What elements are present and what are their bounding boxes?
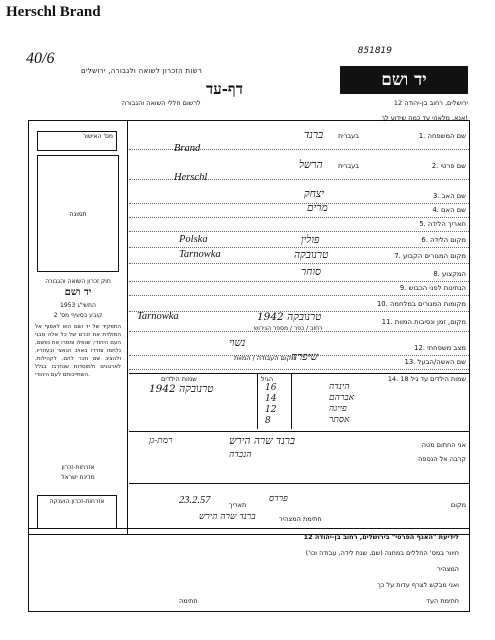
fill-note: אנא, מלאו/י עד כמה שידוע לך! (381, 114, 468, 122)
row-label: 11. מקום, זמן ונסיבות המוות (381, 318, 466, 326)
row-father (129, 191, 469, 204)
row-label: 10. מקומות המגורים במלחמה (376, 300, 466, 308)
row-nationality (129, 283, 469, 296)
row-label: 2. שם פרטי (431, 162, 466, 170)
profession: סוחר (301, 266, 322, 278)
id-box: מס' האישור (37, 131, 117, 151)
address: ירושלים, רחוב בן-יהודה 12 (393, 99, 468, 107)
left-year: התשי"ג 1953 (60, 302, 96, 309)
child-age-4: 8 (265, 416, 271, 426)
signature: ברנד שרה הירש (199, 512, 256, 522)
row-label: 3. שם האב (432, 192, 466, 200)
page-title: Herschl Brand (6, 4, 101, 20)
row-label: 12. מצב משפחתי (414, 344, 466, 352)
left-state-title: מדינת ישראל (61, 474, 95, 481)
form-subtitle: לרשום חללי השואה והגבורה (122, 99, 201, 107)
left-logo: יד ושם (64, 287, 92, 298)
left-civic-title: אזרחות-זכרון (61, 464, 95, 471)
left-column (29, 121, 128, 534)
archive-number-top-left: 40/6 (26, 50, 55, 67)
photo-box: תמונה (37, 155, 119, 272)
form-main-section (28, 120, 470, 535)
ages-header: הגיל (261, 375, 274, 383)
relation-label: קרבה אל הנספה (418, 455, 466, 463)
bottom-line-4: חתימת העד (426, 597, 459, 605)
declaration-divider (129, 431, 469, 432)
bottom-section (28, 528, 470, 612)
child-4: אסתר (329, 415, 350, 425)
row-hebrew-label: בעברית (338, 162, 359, 170)
signature-divider (129, 483, 469, 484)
left-body-text: התפקיד של יד ושם הוא לאסוף אל המולדת את זכרם של כל אלה מבני העם היהודי, שנפלו ומסרו את נפשם, נלחמו ומרדו באויב הנאצי ובעוזריו, ולהציב שם וזכר להם, לקהילות, לארגונים ולמוסדות שנחרבו בגלל השתייכותם לעם היהודי. (35, 324, 121, 378)
row-label: 1. שם המשפחה (418, 132, 466, 140)
child-age-1: 16 (265, 383, 277, 393)
residence-hebrew: טרנובקה (294, 249, 329, 261)
children-table-top (129, 373, 469, 374)
institution-name: רשות הזכרון לשואה ולגבורה, ירושלים (81, 67, 203, 75)
bottom-line-5: חתימה (179, 597, 198, 605)
place: פרדס (269, 494, 288, 504)
row-hebrew-label: בעברית (338, 132, 359, 140)
row-birthdate (129, 219, 469, 232)
bottom-line-1: חיוור במס' החללים במחנה (שם, שנת לידה, עבודה וכו') (305, 549, 459, 557)
form-name: דף-עד (206, 80, 243, 98)
child-1: הינדה (329, 382, 350, 392)
children-col-divider (257, 373, 258, 429)
sheet-note: מקום העבודה / המוות (234, 354, 296, 362)
marital-status: נשוי (229, 337, 246, 349)
row-label: 7. מקום המגורים הקבוע (394, 252, 466, 260)
date-label: תאריך (229, 501, 247, 509)
surname-hebrew: ברנד (304, 129, 324, 141)
row-label: 8. המקצוע (433, 270, 466, 278)
place-label: מקום (450, 501, 466, 509)
bottom-title: לידיעת "האגף הפרטי" בירושלים, רחוב בן-יהודה 12 (303, 533, 459, 541)
child-3: פייגה (329, 404, 347, 414)
citizenship-box: אזרחות-זכרון הוענקה (37, 495, 117, 529)
children-header: שמות הילדים (161, 375, 197, 383)
row-label: 9. הנתינות לפני הכבוש (399, 284, 466, 292)
surname-latin: Brand (174, 143, 201, 154)
declarant-name: ברנד שרה הירש (229, 435, 295, 447)
row-label: 5. תאריך הלידה (419, 220, 466, 228)
father-name: יצחק (304, 188, 325, 200)
child-1-name: טרנובקה 1942 (149, 383, 214, 395)
war-small-label: רחוב / כפר / מספר הגירוש (254, 325, 323, 332)
yad-vashem-logo: יד ושם (340, 66, 468, 94)
residence-latin: Tarnowka (179, 249, 221, 260)
bottom-line-3: ואני מבקש לצרף עדות על כך (377, 581, 459, 589)
archive-number-top-right: 851819 (357, 46, 392, 56)
signature-label: חתימת המצהיר (279, 515, 322, 523)
child-age-2: 14 (265, 394, 277, 404)
row-label: 6. מקום הלידה (421, 236, 466, 244)
birthplace-latin: Polska (179, 234, 208, 245)
war-place-latin: Tarnowka (137, 311, 179, 322)
row-label: 4. שם האם (432, 206, 466, 214)
row-mother (129, 205, 469, 218)
spouse-name: שיפרה (291, 351, 318, 363)
firstname-hebrew: הרשל (299, 159, 323, 171)
declarant-address: רמת-גן (149, 436, 173, 446)
row-label: 13. שם האשה/הבעל (404, 358, 466, 366)
left-law-title: חוק זכרון השואה והגבורה (45, 278, 111, 285)
mother-name: מרים (307, 202, 328, 214)
left-law-clause: קובע בסעיף מס' 2 (53, 312, 103, 319)
row-profession (129, 269, 469, 282)
declaration-label: אני החתום מטה (421, 441, 466, 449)
firstname-latin: Herschl (174, 172, 208, 183)
death-place-hebrew: טרנובקה 1942 (257, 311, 322, 323)
relation: הנכדה (229, 450, 252, 460)
child-2: אברהם (329, 393, 355, 403)
child-age-3: 12 (265, 405, 277, 415)
date: 23.2.57 (179, 495, 211, 506)
testimony-document (18, 32, 478, 610)
ages-col-divider (291, 373, 292, 429)
birthplace-hebrew: פולין (301, 234, 320, 246)
bottom-line-2: המצהיר (437, 565, 459, 573)
children-row-label: 14. שמות הילדים עד גיל 18 (387, 375, 466, 383)
